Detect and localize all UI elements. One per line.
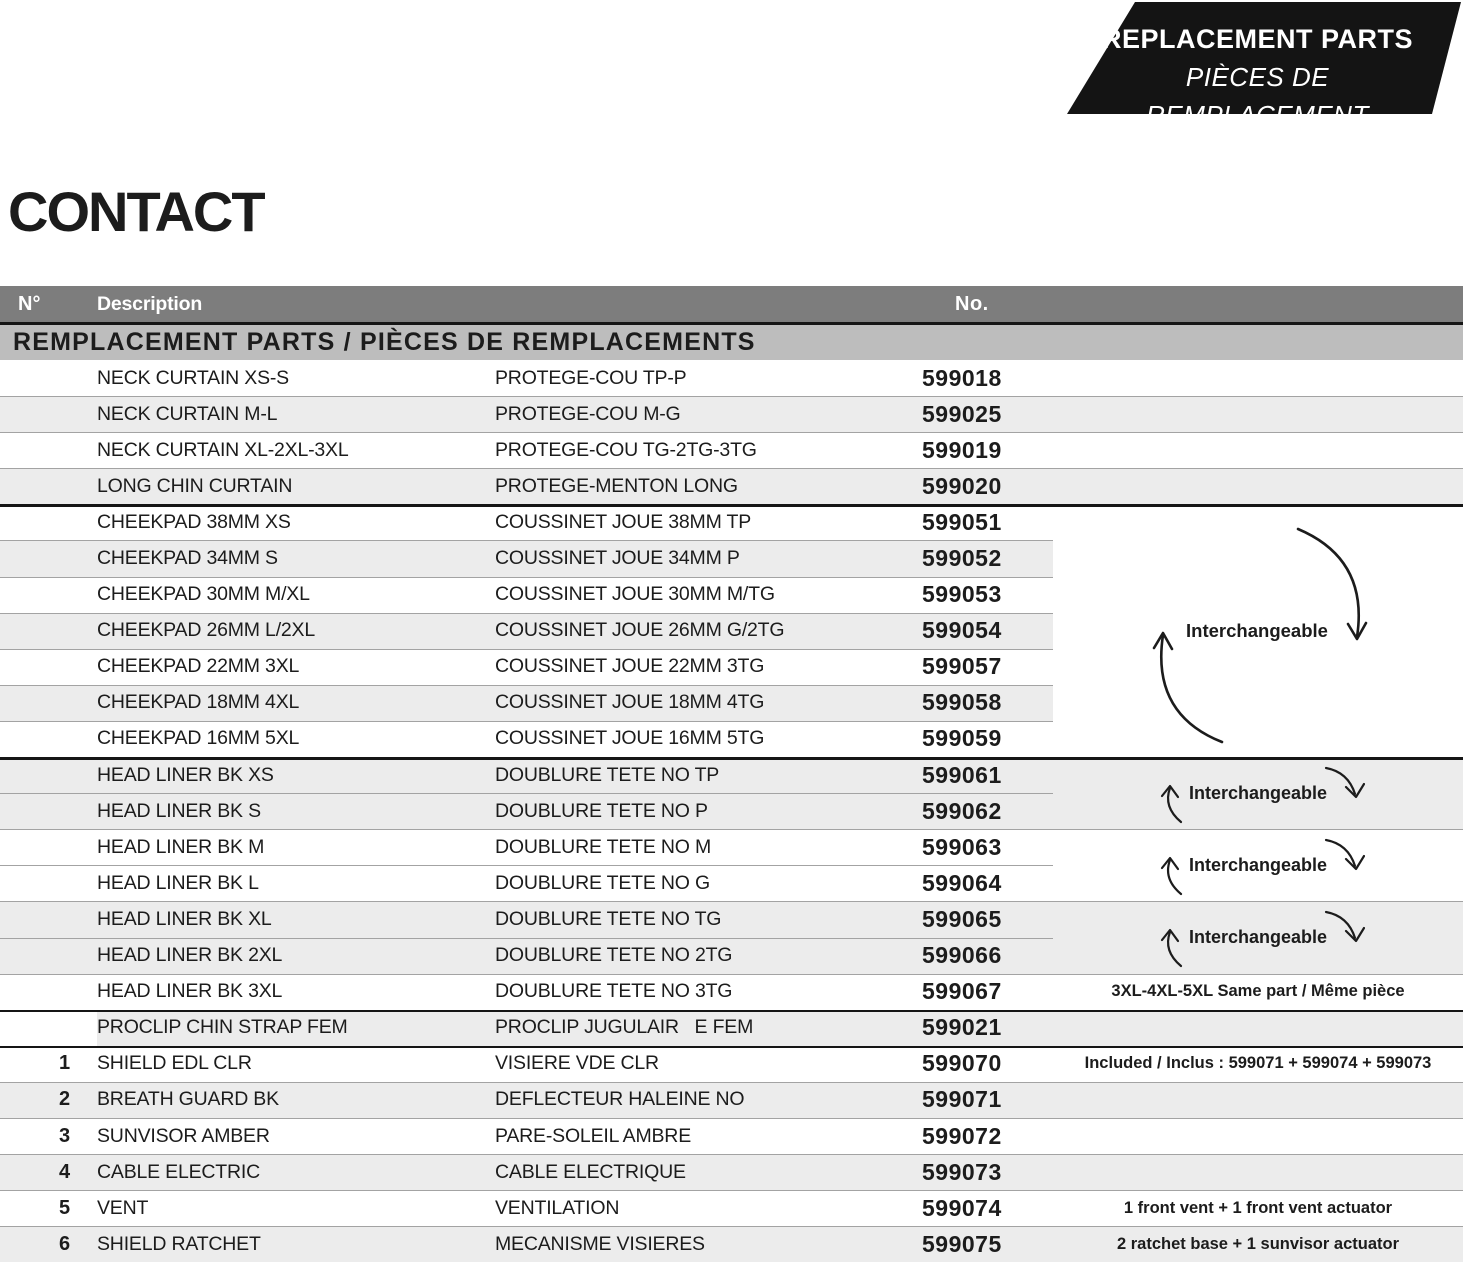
table-row-main — [0, 468, 1053, 504]
part-index — [0, 938, 97, 974]
part-description-en: BREATH GUARD BK — [97, 1088, 279, 1111]
part-index — [0, 1010, 97, 1046]
part-number: 599062 — [922, 797, 1002, 824]
part-number: 599061 — [922, 761, 1002, 788]
part-number: 599020 — [922, 472, 1002, 499]
annotation-spacer — [1053, 468, 1463, 504]
part-number: 599053 — [922, 581, 1002, 608]
table-row — [0, 1226, 1463, 1262]
table-row — [0, 432, 1463, 468]
col-header-num: N° — [18, 292, 41, 315]
part-note: Included / Inclus : 599071 + 599074 + 599073 — [1053, 1046, 1463, 1082]
part-number: 599063 — [922, 833, 1002, 860]
banner-line2: PIÈCES DE REMPLACEMENT — [1146, 62, 1369, 130]
part-index: 2 — [58, 1088, 71, 1111]
table-row-main — [0, 1154, 1053, 1190]
part-description-fr: COUSSINET JOUE 18MM 4TG — [495, 691, 765, 714]
interchangeable-pair-label: Interchangeable — [1188, 783, 1328, 803]
part-index — [0, 829, 97, 865]
part-index: 3 — [58, 1124, 71, 1147]
part-description-fr: VISIERE VDE CLR — [495, 1052, 659, 1075]
table-row-main — [0, 504, 1053, 540]
table-row-main — [0, 1118, 1053, 1154]
part-description-fr: PROTEGE-COU TG-2TG-3TG — [495, 438, 757, 461]
part-description-en: NECK CURTAIN XL-2XL-3XL — [97, 438, 349, 461]
part-index — [0, 540, 97, 576]
part-number: 599059 — [922, 725, 1002, 752]
part-note: 1 front vent + 1 front vent actuator — [1053, 1190, 1463, 1226]
part-index: 6 — [58, 1232, 71, 1255]
col-header-description: Description — [97, 292, 203, 315]
annotation-spacer — [1053, 432, 1463, 468]
table-row-main — [0, 396, 1053, 432]
part-index — [0, 504, 97, 540]
row-separator-line — [0, 1154, 1463, 1155]
table-row-main — [0, 793, 1053, 829]
table-row — [0, 1154, 1463, 1190]
part-description-fr: COUSSINET JOUE 26MM G/2TG — [495, 619, 785, 642]
part-description-en: CHEEKPAD 26MM L/2XL — [97, 619, 316, 642]
part-index — [0, 577, 97, 613]
part-index — [0, 685, 97, 721]
row-separator-line — [0, 1118, 1463, 1119]
part-description-fr: DOUBLURE TETE NO 2TG — [495, 944, 733, 967]
page-title: CONTACT — [8, 180, 264, 243]
part-description-fr: COUSSINET JOUE 16MM 5TG — [495, 727, 765, 750]
part-description-fr: VENTILATION — [495, 1196, 620, 1219]
part-description-fr: PROCLIP JUGULAIR E FEM — [495, 1016, 754, 1039]
part-index: 1 — [58, 1052, 71, 1075]
part-description-en: HEAD LINER BK S — [97, 799, 261, 822]
part-index — [0, 396, 97, 432]
part-index: 5 — [58, 1196, 71, 1219]
annotation-spacer — [1053, 360, 1463, 396]
part-description-en: CHEEKPAD 16MM 5XL — [97, 727, 300, 750]
table-row — [0, 974, 1463, 1010]
row-separator-line — [0, 649, 1053, 650]
part-number: 599066 — [922, 942, 1002, 969]
part-index — [0, 793, 97, 829]
group-separator-line — [0, 757, 1463, 760]
part-description-en: HEAD LINER BK XS — [97, 763, 274, 786]
part-description-fr: DOUBLURE TETE NO TP — [495, 763, 720, 786]
part-description-en: HEAD LINER BK 3XL — [97, 980, 283, 1003]
part-description-en: CHEEKPAD 34MM S — [97, 547, 278, 570]
part-number: 599018 — [922, 364, 1002, 391]
table-row — [0, 1046, 1463, 1082]
annotation-spacer — [1053, 396, 1463, 432]
part-number: 599073 — [922, 1158, 1002, 1185]
part-index — [0, 865, 97, 901]
part-description-fr: PARE-SOLEIL AMBRE — [495, 1124, 691, 1147]
part-description-en: PROCLIP CHIN STRAP FEM — [97, 1016, 348, 1039]
table-row — [0, 1010, 1463, 1046]
part-description-en: CABLE ELECTRIC — [97, 1160, 260, 1183]
row-separator-line — [0, 1082, 1463, 1083]
table-row-main — [0, 649, 1053, 685]
section-title: REMPLACEMENT PARTS / PIÈCES DE REMPLACEMENTS — [0, 325, 1463, 360]
table-row-main — [0, 901, 1053, 937]
table-row-main — [0, 540, 1053, 576]
part-description-en: VENT — [97, 1196, 149, 1219]
table-row — [0, 396, 1463, 432]
part-description-fr: COUSSINET JOUE 22MM 3TG — [495, 655, 765, 678]
row-separator-line — [0, 938, 1053, 939]
part-description-fr: DOUBLURE TETE NO M — [495, 835, 711, 858]
part-number: 599064 — [922, 869, 1002, 896]
interchangeable-pair-label: Interchangeable — [1188, 927, 1328, 947]
row-separator-line — [0, 396, 1463, 397]
part-number: 599051 — [922, 508, 1002, 535]
part-number: 599075 — [922, 1230, 1002, 1257]
part-index — [0, 613, 97, 649]
part-number: 599067 — [922, 978, 1002, 1005]
part-description-fr: COUSSINET JOUE 34MM P — [495, 547, 740, 570]
table-row — [0, 360, 1463, 396]
part-index — [0, 721, 97, 757]
part-index — [0, 974, 97, 1010]
part-number: 599058 — [922, 689, 1002, 716]
part-description-fr: PROTEGE-COU TP-P — [495, 366, 687, 389]
part-description-fr: COUSSINET JOUE 38MM TP — [495, 510, 752, 533]
table-row-main — [0, 613, 1053, 649]
table-row-main — [0, 1010, 1053, 1046]
part-description-fr: MECANISME VISIERES — [495, 1232, 705, 1255]
part-description-fr: DOUBLURE TETE NO 3TG — [495, 980, 733, 1003]
row-separator-line — [0, 540, 1053, 541]
group-separator-line — [0, 1010, 1463, 1013]
part-number: 599057 — [922, 653, 1002, 680]
banner — [1090, 20, 1425, 135]
part-index — [0, 360, 97, 396]
part-index: 4 — [58, 1160, 71, 1183]
part-description-en: SUNVISOR AMBER — [97, 1124, 270, 1147]
table-row-main — [0, 721, 1053, 757]
part-index — [0, 901, 97, 937]
part-note: 2 ratchet base + 1 sunvisor actuator — [1053, 1226, 1463, 1262]
part-description-en: HEAD LINER BK XL — [97, 907, 272, 930]
row-separator-line — [0, 468, 1463, 469]
table-row-main — [0, 1190, 1053, 1226]
row-separator-line — [0, 685, 1053, 686]
table-row — [0, 1082, 1463, 1118]
table-row-main — [0, 432, 1053, 468]
table-row-main — [0, 1226, 1053, 1262]
part-number: 599019 — [922, 436, 1002, 463]
table-row — [0, 468, 1463, 504]
table-row-main — [0, 577, 1053, 613]
table-row-main — [0, 974, 1053, 1010]
row-separator-line — [0, 1190, 1463, 1191]
annotation-spacer — [1053, 1118, 1463, 1154]
part-description-fr: DEFLECTEUR HALEINE NO — [495, 1088, 745, 1111]
annotation-spacer — [1053, 1082, 1463, 1118]
part-description-fr: DOUBLURE TETE NO TG — [495, 907, 722, 930]
row-separator-line — [0, 793, 1053, 794]
table-row-main — [0, 1082, 1053, 1118]
part-number: 599065 — [922, 905, 1002, 932]
part-description-fr: CABLE ELECTRIQUE — [495, 1160, 686, 1183]
part-description-en: CHEEKPAD 18MM 4XL — [97, 691, 300, 714]
row-separator-line — [0, 577, 1053, 578]
col-header-no: No. — [955, 292, 989, 315]
group-separator-line — [0, 1046, 1463, 1049]
part-description-en: HEAD LINER BK 2XL — [97, 944, 283, 967]
part-number: 599070 — [922, 1050, 1002, 1077]
table-row — [0, 1118, 1463, 1154]
table-header-row — [0, 286, 1463, 325]
row-separator-line — [0, 721, 1053, 722]
part-description-en: SHIELD EDL CLR — [97, 1052, 252, 1075]
part-index — [0, 757, 97, 793]
table-row-main — [0, 360, 1053, 396]
table-row-main — [0, 1046, 1053, 1082]
part-number: 599072 — [922, 1122, 1002, 1149]
group-separator-line — [0, 504, 1463, 507]
table-row — [0, 1190, 1463, 1226]
table-row-main — [0, 685, 1053, 721]
part-number: 599074 — [922, 1194, 1002, 1221]
annotation-spacer — [1053, 1010, 1463, 1046]
table-row-main — [0, 829, 1053, 865]
part-number: 599054 — [922, 617, 1002, 644]
table-row-main — [0, 938, 1053, 974]
interchangeable-pair-label: Interchangeable — [1188, 855, 1328, 875]
annotation-spacer — [1053, 1154, 1463, 1190]
row-separator-line — [0, 1226, 1463, 1227]
part-description-en: NECK CURTAIN M-L — [97, 402, 278, 425]
part-number: 599021 — [922, 1014, 1002, 1041]
row-separator-line — [0, 432, 1463, 433]
part-description-en: HEAD LINER BK L — [97, 871, 259, 894]
part-description-fr: COUSSINET JOUE 30MM M/TG — [495, 583, 775, 606]
part-description-en: HEAD LINER BK M — [97, 835, 265, 858]
table-row-main — [0, 865, 1053, 901]
part-description-en: CHEEKPAD 38MM XS — [97, 510, 291, 533]
interchangeable-cycle-label: Interchangeable — [1186, 620, 1328, 641]
part-description-fr: PROTEGE-MENTON LONG — [495, 474, 738, 497]
part-description-en: NECK CURTAIN XS-S — [97, 366, 289, 389]
part-number: 599071 — [922, 1086, 1002, 1113]
banner-line1: REPLACEMENT PARTS — [1101, 24, 1413, 54]
part-index — [0, 432, 97, 468]
part-description-en: CHEEKPAD 30MM M/XL — [97, 583, 310, 606]
part-description-fr: DOUBLURE TETE NO P — [495, 799, 708, 822]
part-note: 3XL-4XL-5XL Same part / Même pièce — [1053, 974, 1463, 1010]
part-index — [0, 468, 97, 504]
part-index — [0, 649, 97, 685]
part-description-en: LONG CHIN CURTAIN — [97, 474, 293, 497]
part-number: 599025 — [922, 400, 1002, 427]
table-row-main — [0, 757, 1053, 793]
row-separator-line — [0, 865, 1053, 866]
part-description-fr: DOUBLURE TETE NO G — [495, 871, 710, 894]
part-description-en: CHEEKPAD 22MM 3XL — [97, 655, 300, 678]
part-description-fr: PROTEGE-COU M-G — [495, 402, 681, 425]
part-number: 599052 — [922, 545, 1002, 572]
part-description-en: SHIELD RATCHET — [97, 1232, 261, 1255]
row-separator-line — [0, 613, 1053, 614]
